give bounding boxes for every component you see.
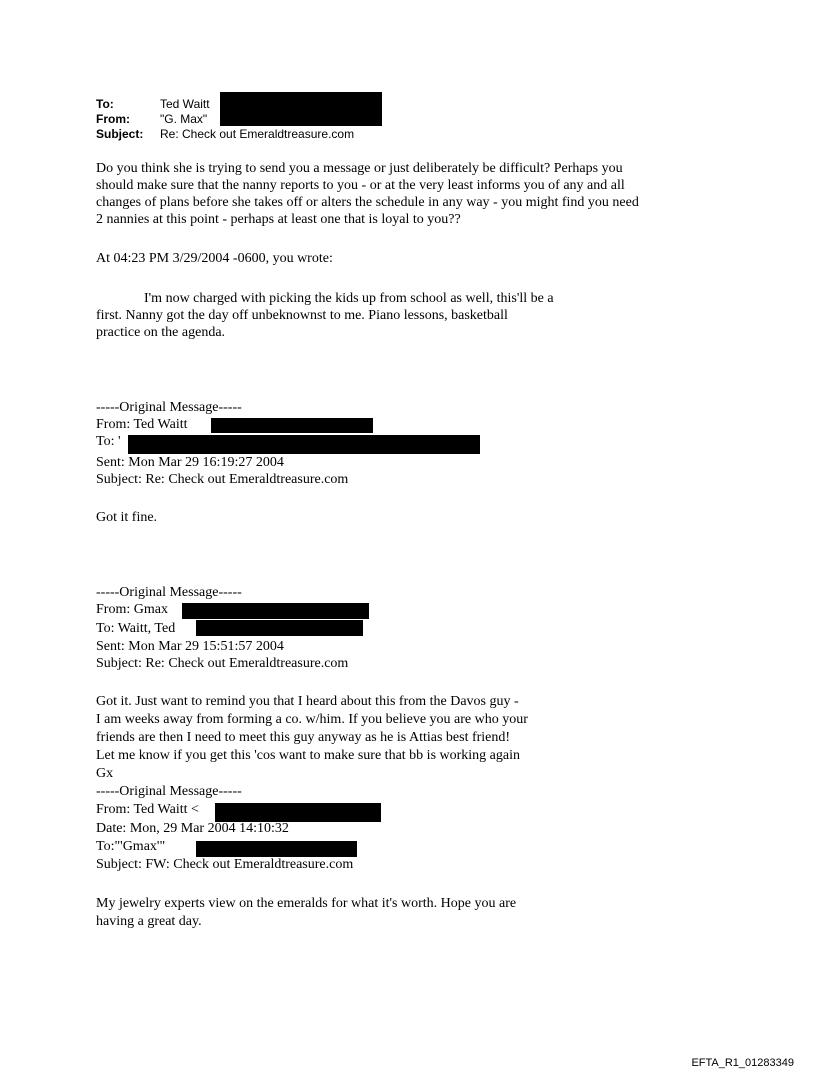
msg2-body-line-5: Gx bbox=[96, 766, 114, 781]
msg2-body-line-4: Let me know if you get this 'cos want to make sure that bb is working again bbox=[96, 748, 520, 763]
msg2-subject: Subject: Re: Check out Emeraldtreasure.com bbox=[96, 656, 349, 671]
msg3-separator: -----Original Message----- bbox=[96, 784, 242, 799]
msg2-body-line-2: I am weeks away from forming a co. w/him. If you believe you are who your bbox=[96, 712, 528, 727]
quoted-line-3: practice on the agenda. bbox=[96, 325, 226, 340]
msg1-separator: -----Original Message----- bbox=[96, 400, 242, 415]
header-subject bbox=[96, 127, 354, 142]
msg3-to: To:"'Gmax'" bbox=[96, 839, 166, 854]
msg3-date: Date: Mon, 29 Mar 2004 14:10:32 bbox=[96, 821, 289, 836]
msg3-from: From: Ted Waitt < bbox=[96, 802, 199, 817]
document-id: EFTA_R1_01283349 bbox=[691, 1057, 794, 1069]
quoted-line-1: I'm now charged with picking the kids up from school as well, this'll be a bbox=[144, 291, 554, 306]
redaction-block bbox=[196, 841, 357, 857]
redaction-block bbox=[128, 435, 480, 454]
msg2-separator: -----Original Message----- bbox=[96, 585, 242, 600]
msg2-to: To: Waitt, Ted bbox=[96, 621, 176, 636]
subject-label: Subject: bbox=[96, 127, 144, 141]
subject-value: Re: Check out Emeraldtreasure.com bbox=[160, 127, 355, 141]
msg3-body-line-2: having a great day. bbox=[96, 914, 202, 929]
msg2-from: From: Gmax bbox=[96, 602, 168, 617]
to-value: Ted Waitt bbox=[160, 97, 210, 111]
redaction-block bbox=[196, 620, 363, 636]
msg2-body-line-1: Got it. Just want to remind you that I heard about this from the Davos guy - bbox=[96, 694, 519, 709]
msg3-subject: Subject: FW: Check out Emeraldtreasure.com bbox=[96, 857, 354, 872]
msg1-sent: Sent: Mon Mar 29 16:19:27 2004 bbox=[96, 455, 284, 470]
reply-line-4: 2 nannies at this point - perhaps at least one that is loyal to you?? bbox=[96, 212, 461, 227]
redaction-block bbox=[182, 603, 369, 619]
header-to bbox=[96, 97, 210, 112]
wrote-line: At 04:23 PM 3/29/2004 -0600, you wrote: bbox=[96, 251, 333, 266]
msg3-body-line-1: My jewelry experts view on the emeralds for what it's worth. Hope you are bbox=[96, 896, 517, 911]
from-label: From: bbox=[96, 112, 130, 126]
msg1-body: Got it fine. bbox=[96, 510, 158, 525]
quoted-line-2: first. Nanny got the day off unbeknownst to me. Piano lessons, basketball bbox=[96, 308, 508, 323]
msg1-subject: Subject: Re: Check out Emeraldtreasure.com bbox=[96, 472, 349, 487]
from-value: "G. Max" bbox=[160, 112, 208, 126]
msg1-to: To: ' bbox=[96, 434, 121, 449]
redaction-block bbox=[220, 92, 382, 126]
msg1-from: From: Ted Waitt bbox=[96, 417, 188, 432]
msg2-sent: Sent: Mon Mar 29 15:51:57 2004 bbox=[96, 639, 284, 654]
reply-line-2: should make sure that the nanny reports to you - or at the very least informs you of any and all bbox=[96, 178, 625, 193]
header-from bbox=[96, 112, 207, 127]
to-label: To: bbox=[96, 97, 114, 111]
redaction-block bbox=[211, 418, 373, 433]
reply-line-1: Do you think she is trying to send you a message or just deliberately be difficult? Perhaps you bbox=[96, 161, 623, 176]
msg2-body-line-3: friends are then I need to meet this guy anyway as he is Attias best friend! bbox=[96, 730, 511, 745]
reply-line-3: changes of plans before she takes off or alters the schedule in any way - you might find you need bbox=[96, 195, 639, 210]
